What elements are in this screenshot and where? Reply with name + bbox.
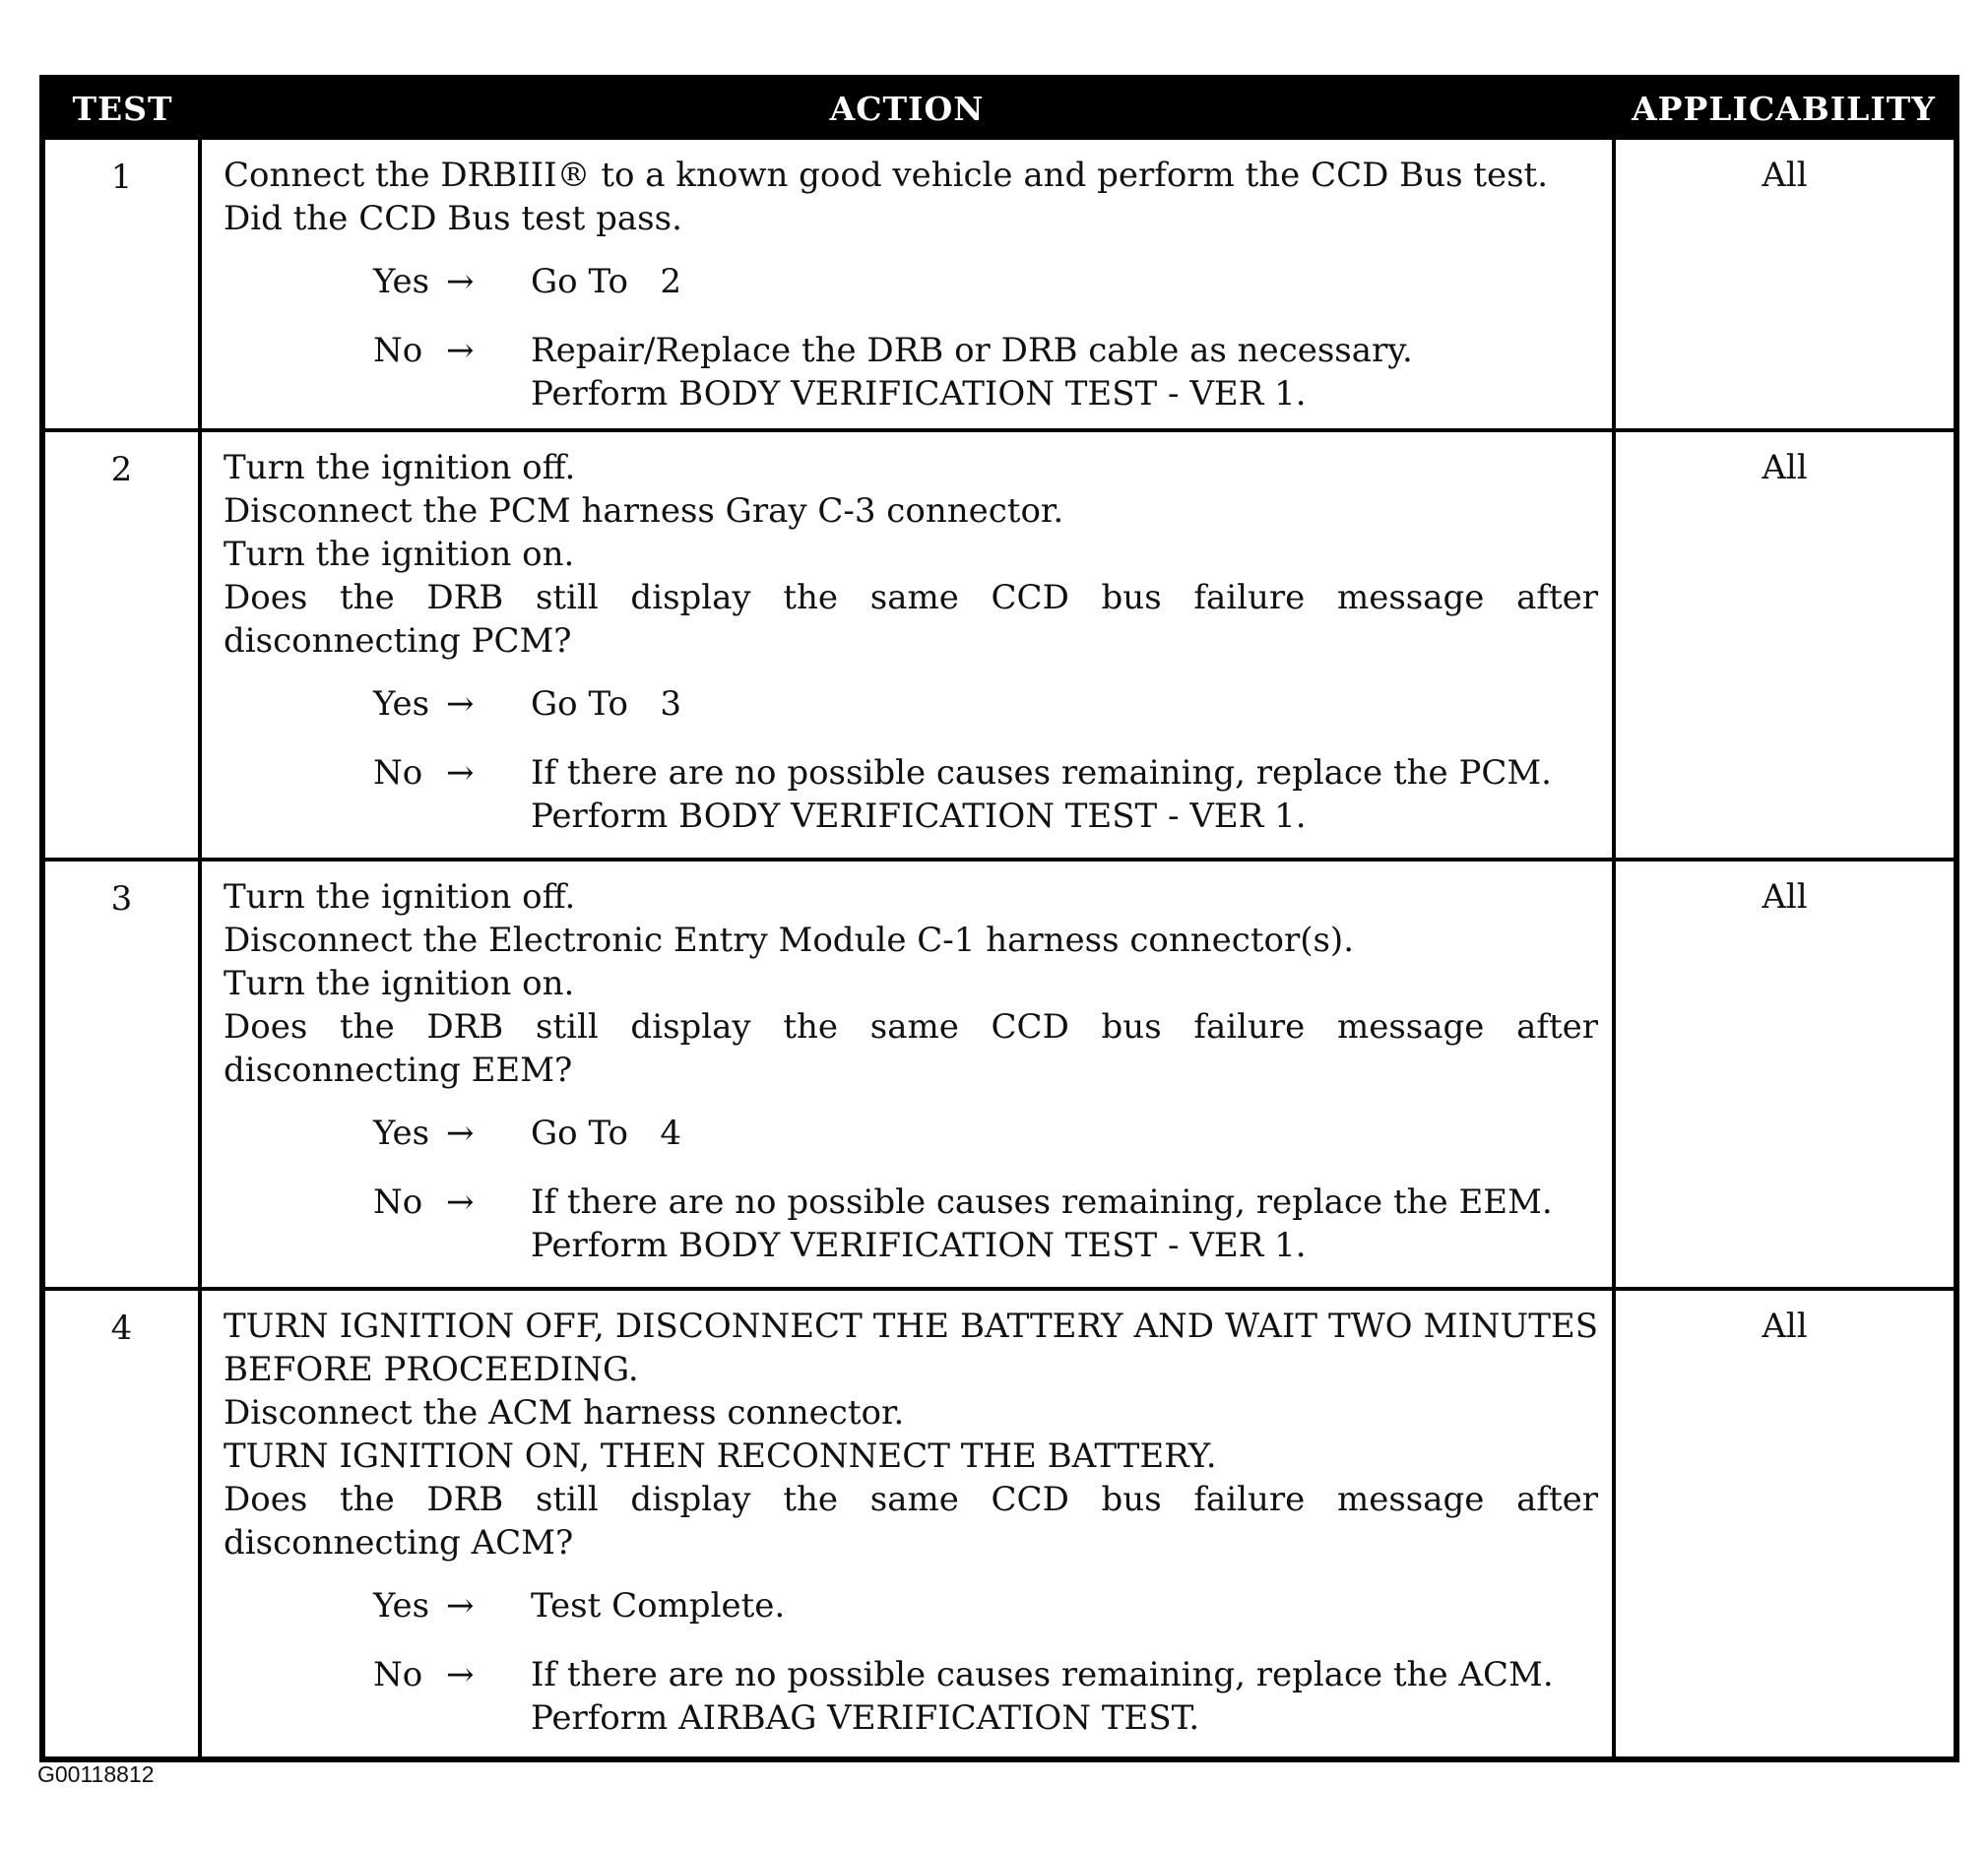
result-line: Perform AIRBAG VERIFICATION TEST. (531, 1698, 1200, 1738)
test-number: 3 (42, 860, 200, 1289)
right-arrow-icon: → (446, 1655, 475, 1694)
yes-result (531, 1112, 1598, 1155)
result-line: Go To 4 (531, 1114, 681, 1153)
action-step: Does the DRB still display the same CCD bus failure message after disconnecting PCM? (224, 578, 1598, 661)
applicability-cell: All (1614, 860, 1956, 1289)
right-arrow-icon: → (446, 1586, 475, 1626)
right-arrow-icon: → (446, 753, 475, 793)
right-arrow-icon: → (446, 331, 475, 370)
table-row (42, 1289, 1956, 1759)
result-line: Go To 2 (531, 262, 681, 301)
answer-no (224, 751, 1598, 838)
action-cell (200, 138, 1614, 430)
result-line: Repair/Replace the DRB or DRB cable as necessary. (531, 331, 1413, 370)
action-step: Turn the ignition off. (224, 448, 576, 487)
action-step: TURN IGNITION ON, THEN RECONNECT THE BATTERY. (224, 1436, 1217, 1476)
no-label: No (373, 1182, 423, 1222)
table-header-row (42, 78, 1956, 138)
table-body (42, 138, 1956, 1759)
answer-list (224, 682, 1598, 838)
no-label: No (373, 1655, 423, 1694)
test-number: 2 (42, 430, 200, 860)
yes-label: Yes (373, 684, 430, 724)
diagnostic-table-wrapper (39, 75, 1954, 1762)
action-step: TURN IGNITION OFF, DISCONNECT THE BATTERY AND WAIT TWO MINUTES BEFORE PROCEEDING. (224, 1307, 1598, 1389)
answer-yes (224, 1112, 1598, 1155)
result-line: Go To 3 (531, 684, 681, 724)
action-step: Turn the ignition on. (224, 964, 575, 1003)
no-result (531, 329, 1598, 415)
header-applicability: APPLICABILITY (1614, 78, 1956, 138)
answer-yes (224, 260, 1598, 303)
answer-no (224, 1181, 1598, 1267)
yes-result (531, 682, 1598, 726)
result-line: Test Complete. (531, 1586, 786, 1626)
result-line: Perform BODY VERIFICATION TEST - VER 1. (531, 1226, 1307, 1265)
yes-result (531, 1584, 1598, 1628)
no-result (531, 1653, 1598, 1740)
action-step: Disconnect the PCM harness Gray C-3 connector. (224, 491, 1064, 531)
applicability-cell: All (1614, 1289, 1956, 1759)
applicability-cell: All (1614, 430, 1956, 860)
yes-label: Yes (373, 1114, 430, 1153)
action-step: Turn the ignition on. (224, 535, 575, 574)
table-row (42, 430, 1956, 860)
action-cell (200, 430, 1614, 860)
right-arrow-icon: → (446, 262, 475, 301)
no-label: No (373, 753, 423, 793)
right-arrow-icon: → (446, 1182, 475, 1222)
result-line: If there are no possible causes remaining, replace the ACM. (531, 1655, 1554, 1694)
action-step: Does the DRB still display the same CCD bus failure message after disconnecting EEM? (224, 1007, 1598, 1090)
result-line: If there are no possible causes remaining, replace the PCM. (531, 753, 1552, 793)
table-row (42, 860, 1956, 1289)
applicability-cell: All (1614, 138, 1956, 430)
header-test: TEST (42, 78, 200, 138)
yes-result (531, 260, 1598, 303)
right-arrow-icon: → (446, 684, 475, 724)
action-step: Connect the DRBIII® to a known good vehicle and perform the CCD Bus test. (224, 156, 1549, 195)
answer-list (224, 1112, 1598, 1267)
answer-yes (224, 682, 1598, 726)
no-result (531, 1181, 1598, 1267)
answer-no (224, 1653, 1598, 1740)
action-step: Disconnect the ACM harness connector. (224, 1393, 905, 1433)
no-label: No (373, 331, 423, 370)
action-step: Did the CCD Bus test pass. (224, 199, 682, 238)
header-action: ACTION (200, 78, 1614, 138)
test-number: 4 (42, 1289, 200, 1759)
no-result (531, 751, 1598, 838)
action-step: Disconnect the Electronic Entry Module C-1 harness connector(s). (224, 921, 1354, 960)
figure-code: G00118812 (37, 1761, 155, 1787)
test-number: 1 (42, 138, 200, 430)
action-step: Turn the ignition off. (224, 877, 576, 917)
yes-label: Yes (373, 1586, 430, 1626)
answer-list (224, 1584, 1598, 1740)
table-row (42, 138, 1956, 430)
action-step: Does the DRB still display the same CCD bus failure message after disconnecting ACM? (224, 1480, 1598, 1563)
yes-label: Yes (373, 262, 430, 301)
answer-list (224, 260, 1598, 415)
action-cell (200, 860, 1614, 1289)
action-cell (200, 1289, 1614, 1759)
answer-yes (224, 1584, 1598, 1628)
result-line: If there are no possible causes remaining, replace the EEM. (531, 1182, 1553, 1222)
right-arrow-icon: → (446, 1114, 475, 1153)
diagnostic-test-table (39, 75, 1959, 1762)
result-line: Perform BODY VERIFICATION TEST - VER 1. (531, 374, 1307, 414)
result-line: Perform BODY VERIFICATION TEST - VER 1. (531, 797, 1307, 836)
answer-no (224, 329, 1598, 415)
